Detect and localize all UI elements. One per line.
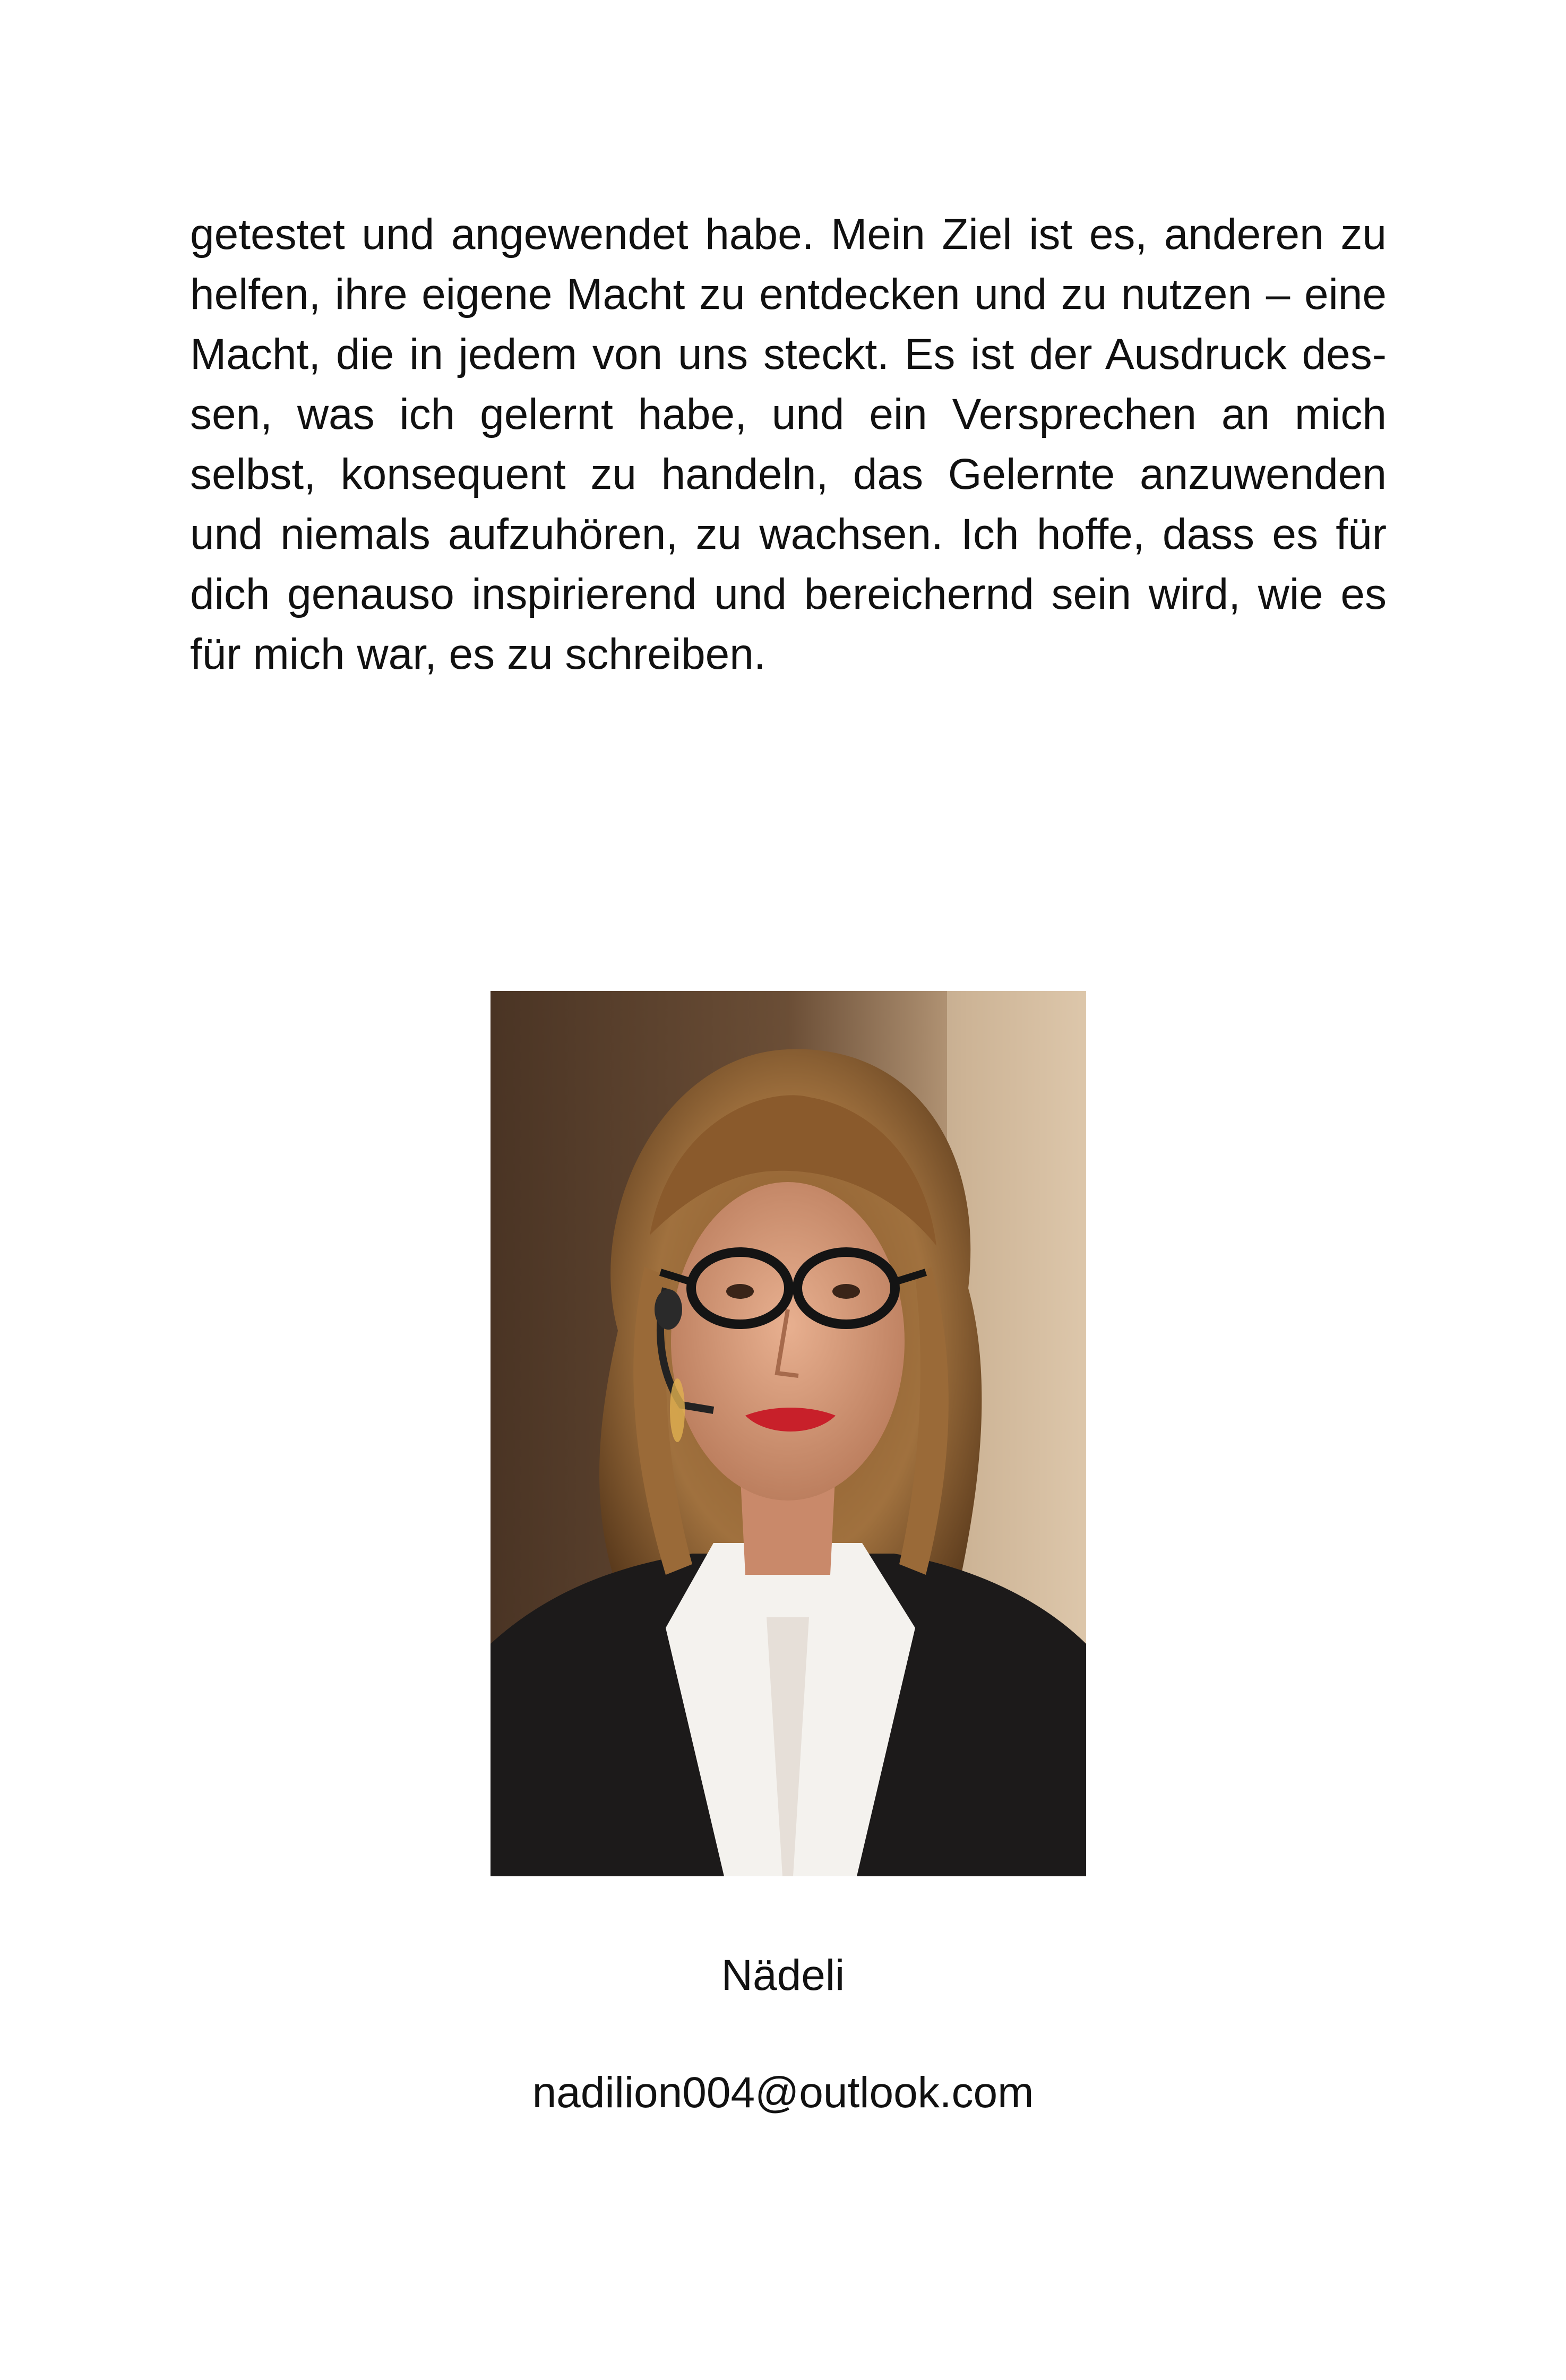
paragraph-line: selbst, konsequent zu handeln, das Gelernte anzuwenden — [190, 450, 1387, 498]
author-name: Nädeli — [721, 1951, 845, 1999]
paragraph-line: und niemals aufzuhören, zu wachsen. Ich hoffe, dass es für — [190, 510, 1387, 558]
portrait-illustration — [491, 991, 1086, 1876]
paragraph-line: Macht, die in jedem von uns steckt. Es ist der Ausdruck des- — [190, 330, 1387, 378]
paragraph-line: dich genauso inspirierend und bereichernd sein wird, wie es — [190, 570, 1387, 618]
paragraph-line: sen, was ich gelernt habe, und ein Versprechen an mich — [190, 390, 1387, 438]
author-photo — [491, 991, 1086, 1876]
paragraph-line: für mich war, es zu schreiben. — [190, 630, 766, 678]
author-email[interactable]: nadilion004@outlook.com — [532, 2068, 1034, 2117]
paragraph-line: helfen, ihre eigene Macht zu entdecken und zu nutzen – eine — [190, 270, 1387, 318]
body-paragraph — [190, 204, 1387, 684]
paragraph-line: getestet und angewendet habe. Mein Ziel ist es, anderen zu — [190, 210, 1387, 258]
